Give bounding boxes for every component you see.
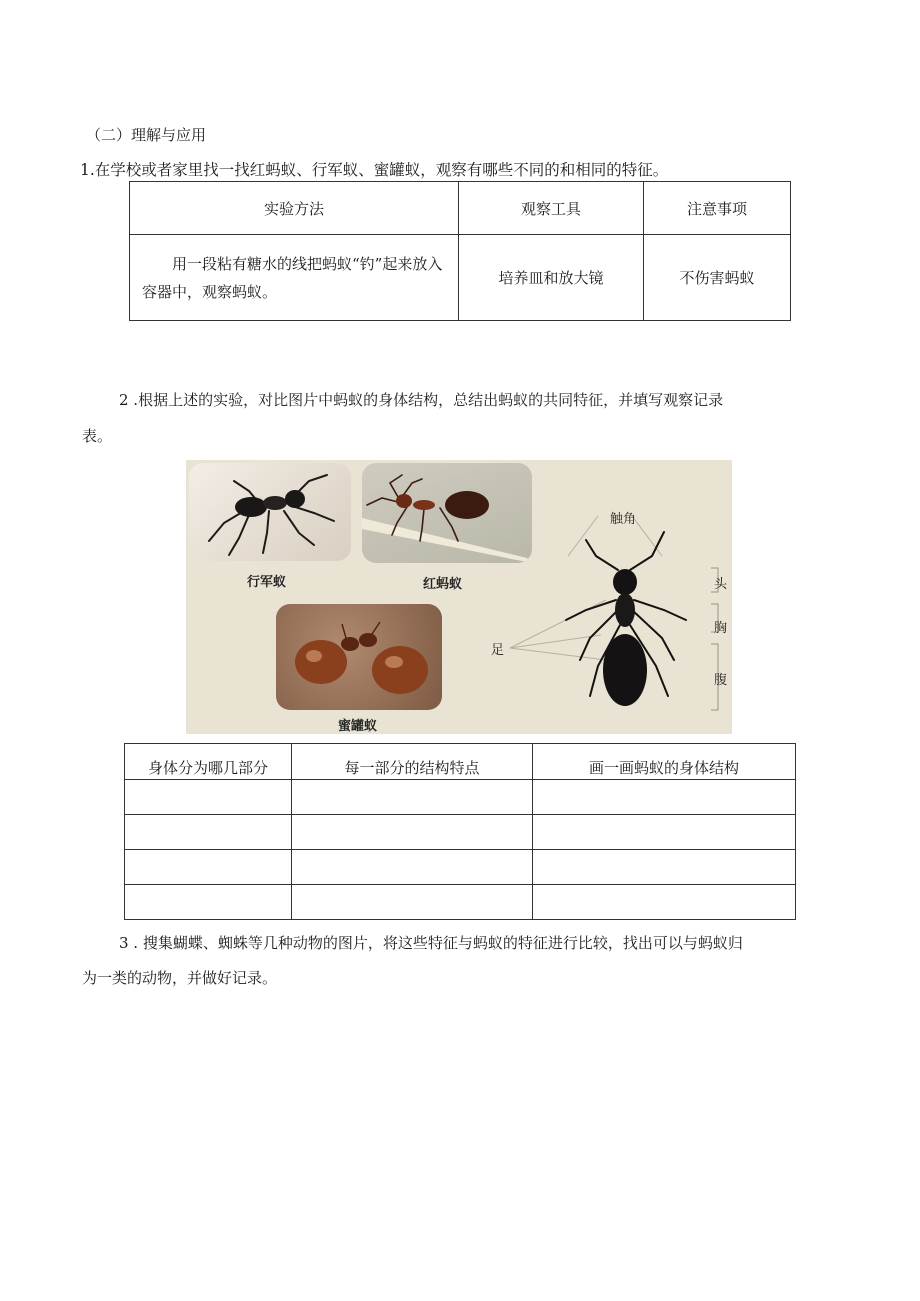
observation-record-table <box>124 743 796 920</box>
blank-cell[interactable] <box>533 885 796 920</box>
header-draw-structure: 画一画蚂蚁的身体结构 <box>533 744 796 780</box>
table-row <box>125 850 796 885</box>
table-row <box>125 885 796 920</box>
table-row <box>125 780 796 815</box>
header-structure-features: 每一部分的结构特点 <box>292 744 533 780</box>
head-label: 头 <box>714 577 728 592</box>
blank-cell[interactable] <box>125 780 292 815</box>
blank-cell[interactable] <box>292 780 533 815</box>
thorax-label: 胸 <box>714 621 728 636</box>
blank-cell[interactable] <box>125 815 292 850</box>
army-ant-icon <box>189 463 351 561</box>
blank-cell[interactable] <box>533 780 796 815</box>
abdomen-label: 腹 <box>714 673 728 688</box>
header-method: 实验方法 <box>130 182 459 235</box>
legs-label: 足 <box>491 643 505 658</box>
table-row <box>125 815 796 850</box>
header-note: 注意事项 <box>644 182 791 235</box>
header-tool: 观察工具 <box>459 182 644 235</box>
blank-cell[interactable] <box>125 885 292 920</box>
honeypot-ant-photo <box>276 604 442 710</box>
honeypot-ant-caption: 蜜罐蚁 <box>338 719 378 734</box>
army-ant-caption: 行军蚁 <box>247 575 287 590</box>
question-2-text-cont: 表。 <box>82 427 113 445</box>
army-ant-photo <box>189 463 351 561</box>
blank-cell[interactable] <box>292 815 533 850</box>
cell-note: 不伤害蚂蚁 <box>644 235 791 321</box>
question-3-text: 3 . 搜集蝴蝶、蜘蛛等几种动物的图片，将这些特征与蚂蚁的特征进行比较，找出可以与蚂蚁归 <box>119 934 743 952</box>
question-3-text-cont: 为一类的动物，并做好记录。 <box>82 969 278 987</box>
blank-cell[interactable] <box>533 850 796 885</box>
question-2-text: 2 .根据上述的实验，对比图片中蚂蚁的身体结构，总结出蚂蚁的共同特征，并填写观察记录 <box>119 391 724 409</box>
red-ant-caption: 红蚂蚁 <box>423 577 463 592</box>
blank-cell[interactable] <box>292 850 533 885</box>
section-title: （二）理解与应用 <box>86 126 207 144</box>
blank-cell[interactable] <box>533 815 796 850</box>
header-body-parts: 身体分为哪几部分 <box>125 744 292 780</box>
experiment-table <box>129 181 791 321</box>
blank-cell[interactable] <box>292 885 533 920</box>
honeypot-ant-icon <box>276 604 442 710</box>
question-1-text: 1.在学校或者家里找一找红蚂蚁、行军蚁、蜜罐蚁，观察有哪些不同的和相同的特征。 <box>80 161 669 179</box>
cell-tool: 培养皿和放大镜 <box>459 235 644 321</box>
ant-figure <box>186 460 732 734</box>
blank-cell[interactable] <box>125 850 292 885</box>
antenna-label: 触角 <box>610 512 637 527</box>
ant-anatomy-diagram <box>486 460 732 734</box>
cell-method: 用一段粘有糖水的线把蚂蚁“钓”起来放入容器中，观察蚂蚁。 <box>130 235 459 321</box>
